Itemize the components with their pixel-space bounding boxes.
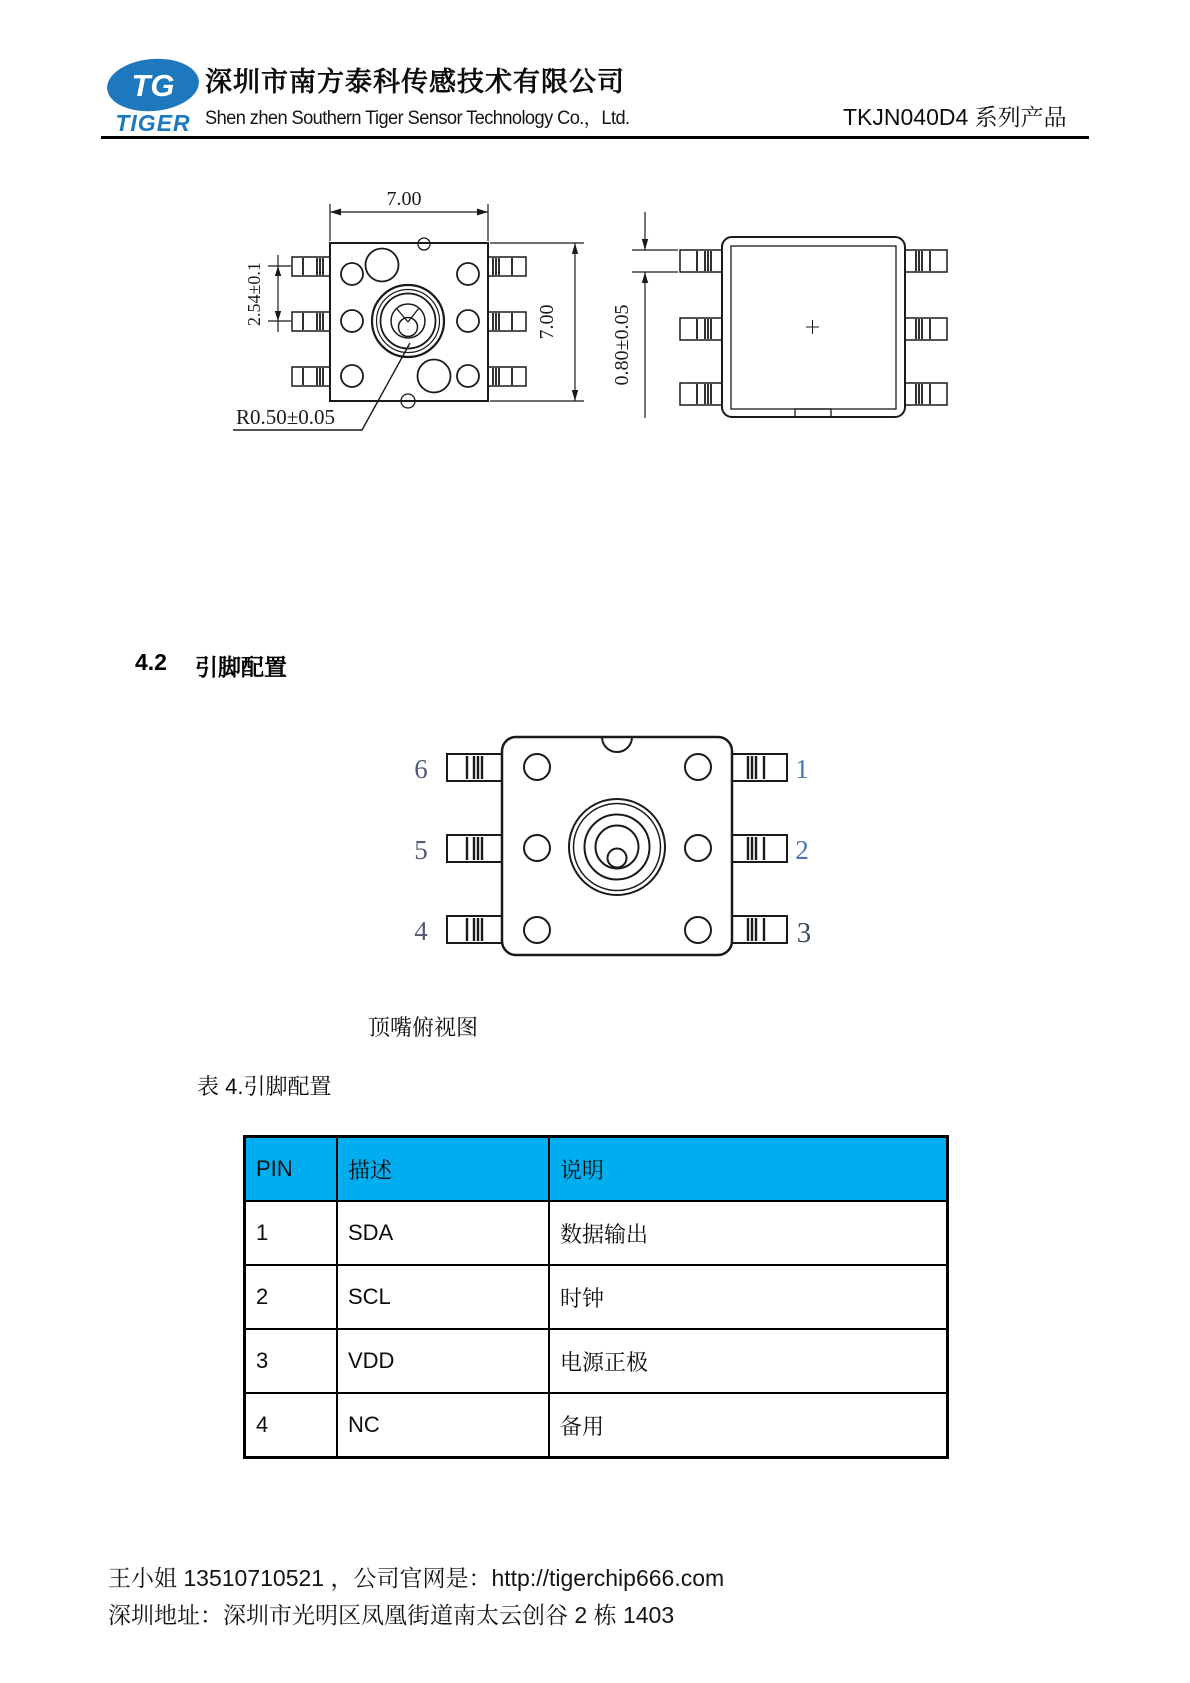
pin-configuration-diagram	[0, 670, 1190, 980]
table-cell: 备用	[560, 1413, 605, 1439]
product-series: TKJN040D4 系列产品	[843, 104, 1067, 130]
logo-tg-text: TG	[131, 68, 175, 103]
company-name-en: Shen zhen Southern Tiger Sensor Technology Co.，Ltd.	[205, 108, 630, 129]
section-title: 引脚配置	[194, 654, 287, 680]
pin-label-6: 6	[414, 754, 428, 784]
pin-label-5: 5	[414, 835, 428, 865]
pin-table	[243, 1135, 949, 1459]
table-cell: 1	[246, 1202, 338, 1266]
table-cell: NC	[338, 1394, 550, 1456]
pin-table-col-note: 说明	[550, 1138, 946, 1202]
pin-table-col-desc: 描述	[338, 1138, 550, 1202]
svg-text:7.00: 7.00	[536, 304, 558, 340]
pin-label-4: 4	[414, 916, 428, 946]
logo-tiger-text: TIGER	[115, 110, 191, 136]
outline-top-view	[233, 188, 584, 430]
table-cell: SDA	[338, 1202, 550, 1266]
dim-pin-pitch	[244, 255, 291, 332]
svg-text:7.00: 7.00	[386, 188, 422, 210]
svg-text:0.80±0.05: 0.80±0.05	[611, 304, 633, 386]
footer-contact-line: 王小姐 13510710521 ，公司官网是：http://tigerchip666.com	[108, 1565, 725, 1591]
table-cell: 电源正极	[550, 1330, 946, 1394]
pin-diagram-center-port	[569, 799, 665, 895]
outline-back-view	[611, 212, 947, 418]
table-cell: 数据输出	[550, 1202, 946, 1266]
dim-side-height	[490, 243, 584, 401]
pin-label-2: 2	[795, 835, 809, 865]
table-cell: VDD	[338, 1330, 550, 1394]
footer-address-line: 深圳地址：深圳市光明区凤凰街道南太云创谷 2 栋 1403	[108, 1602, 675, 1628]
table-cell: 时钟	[550, 1266, 946, 1330]
pin-label-1: 1	[795, 754, 809, 784]
table-cell: 4	[246, 1394, 338, 1456]
section-number: 4.2	[135, 649, 167, 675]
pin-label-3: 3	[796, 917, 812, 949]
pin-table-title: 表 4.引脚配置	[197, 1074, 332, 1099]
table-cell: SCL	[338, 1266, 550, 1330]
header-rule	[101, 136, 1089, 139]
tiger-logo	[98, 54, 208, 136]
dim-lead-thickness	[611, 212, 678, 418]
table-cell: 2	[246, 1266, 338, 1330]
pin-diagram-caption: 顶嘴俯视图	[368, 1015, 479, 1040]
table-cell: 3	[246, 1330, 338, 1394]
dim-top-width	[330, 188, 488, 241]
pin-table-col-pin: PIN	[246, 1138, 338, 1202]
svg-text:R0.50±0.05: R0.50±0.05	[236, 405, 336, 429]
package-outline-drawing	[0, 150, 1190, 450]
svg-text:2.54±0.1: 2.54±0.1	[244, 262, 264, 326]
company-name-cn: 深圳市南方泰科传感技术有限公司	[205, 67, 625, 97]
